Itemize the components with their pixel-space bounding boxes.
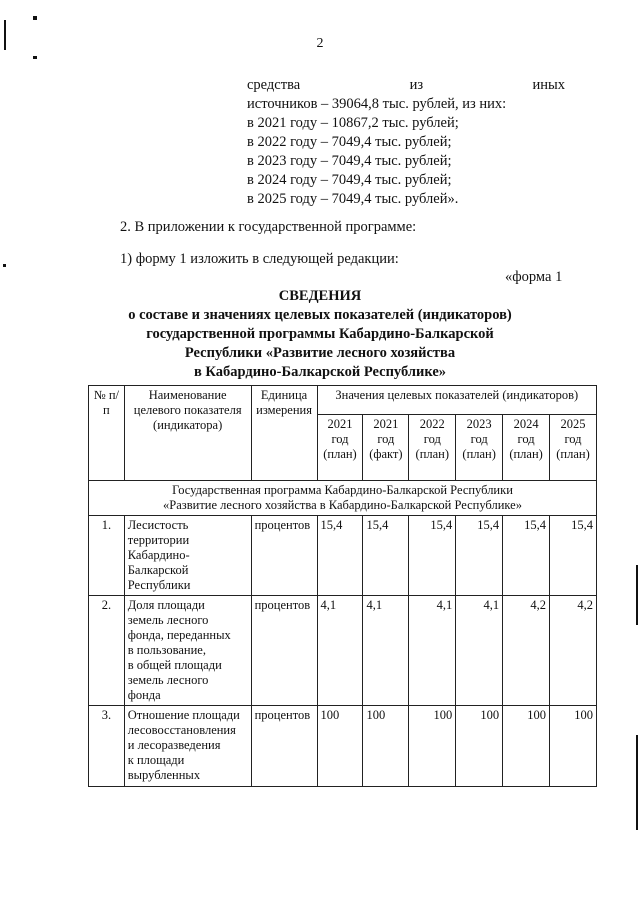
year-kind: (план) bbox=[556, 447, 590, 461]
header-num: № п/п bbox=[89, 386, 125, 481]
table-row bbox=[89, 706, 597, 787]
year-sub: год bbox=[517, 432, 535, 446]
table-row bbox=[89, 596, 597, 706]
row-value: 4,2 bbox=[550, 596, 597, 706]
row-num: 1. bbox=[89, 516, 125, 596]
year-kind: (план) bbox=[509, 447, 543, 461]
year-kind: (план) bbox=[462, 447, 496, 461]
funding-line: в 2022 году – 7049,4 тыс. рублей; bbox=[247, 134, 452, 150]
row-value: 15,4 bbox=[456, 516, 503, 596]
row-name bbox=[124, 516, 251, 596]
row-value: 100 bbox=[503, 706, 550, 787]
funding-line: источников – 39064,8 тыс. рублей, из них: bbox=[247, 96, 507, 112]
row-value: 100 bbox=[409, 706, 456, 787]
row-name-line: и лесоразведения bbox=[127, 738, 221, 752]
funding-word-3: иных bbox=[532, 77, 565, 93]
funding-line: в 2021 году – 10867,2 тыс. рублей; bbox=[247, 115, 459, 131]
row-name-line: земель лесного bbox=[127, 673, 209, 687]
row-num: 2. bbox=[89, 596, 125, 706]
section-line: Государственная программа Кабардино-Балкарской Республики bbox=[172, 483, 513, 497]
year-col bbox=[550, 415, 597, 481]
row-value: 15,4 bbox=[317, 516, 363, 596]
year-kind: (план) bbox=[323, 447, 357, 461]
row-unit: процентов bbox=[251, 706, 317, 787]
row-name-line: к площади bbox=[127, 753, 185, 767]
title-line: Республики «Развитие лесного хозяйства bbox=[184, 345, 456, 361]
header-values-group: Значения целевых показателей (индикаторов) bbox=[317, 386, 596, 415]
row-value: 15,4 bbox=[550, 516, 597, 596]
year: 2021 bbox=[373, 417, 399, 431]
point-2: 2. В приложении к государственной программе: bbox=[120, 219, 417, 235]
year-sub: год bbox=[331, 432, 349, 446]
funding-line: в 2023 году – 7049,4 тыс. рублей; bbox=[247, 153, 452, 169]
row-name-line: Лесистость bbox=[127, 518, 189, 532]
row-name-line: Балкарской bbox=[127, 563, 189, 577]
title-line: СВЕДЕНИЯ bbox=[278, 288, 362, 304]
year-sub: год bbox=[377, 432, 395, 446]
section-row bbox=[89, 481, 597, 516]
row-name-line: вырубленных bbox=[127, 768, 201, 782]
scan-mark-dot-mid bbox=[33, 56, 37, 59]
row-value: 100 bbox=[456, 706, 503, 787]
row-value: 4,1 bbox=[456, 596, 503, 706]
row-name-line: земель лесного bbox=[127, 613, 209, 627]
year-sub: год bbox=[423, 432, 441, 446]
title-line: в Кабардино-Балкарской Республике» bbox=[193, 364, 447, 380]
year-sub: год bbox=[470, 432, 488, 446]
scan-mark-right-bar bbox=[636, 565, 638, 625]
row-name-line: территории bbox=[127, 533, 190, 547]
row-unit: процентов bbox=[251, 596, 317, 706]
row-value: 4,1 bbox=[317, 596, 363, 706]
indicators-table bbox=[88, 385, 597, 787]
row-name-line: Доля площади bbox=[127, 598, 205, 612]
row-name bbox=[124, 706, 251, 787]
row-name-line: фонда, переданных bbox=[127, 628, 231, 642]
year-kind: (факт) bbox=[369, 447, 403, 461]
row-value: 4,1 bbox=[363, 596, 409, 706]
row-name-line: Кабардино- bbox=[127, 548, 190, 562]
header-name: Наименование целевого показателя (индикатора) bbox=[124, 386, 251, 481]
row-value: 100 bbox=[363, 706, 409, 787]
year: 2022 bbox=[419, 417, 445, 431]
section-line: «Развитие лесного хозяйства в Кабардино-Балкарской Республике» bbox=[163, 498, 522, 512]
funding-first-line bbox=[247, 76, 565, 95]
row-value: 100 bbox=[550, 706, 597, 787]
row-value: 100 bbox=[317, 706, 363, 787]
year: 2023 bbox=[466, 417, 492, 431]
funding-line: в 2025 году – 7049,4 тыс. рублей». bbox=[247, 191, 459, 207]
year-col bbox=[317, 415, 363, 481]
year-col bbox=[456, 415, 503, 481]
row-name-line: Республики bbox=[127, 578, 191, 592]
row-value: 4,2 bbox=[503, 596, 550, 706]
header-unit: Единица измерения bbox=[251, 386, 317, 481]
row-value: 4,1 bbox=[409, 596, 456, 706]
funding-word-2: из bbox=[409, 77, 424, 93]
year-col bbox=[363, 415, 409, 481]
funding-line: в 2024 году – 7049,4 тыс. рублей; bbox=[247, 172, 452, 188]
row-name-line: Отношение площади bbox=[127, 708, 240, 722]
section-title bbox=[89, 481, 597, 516]
title-line: государственной программы Кабардино-Балкарской bbox=[146, 326, 494, 342]
year-kind: (план) bbox=[415, 447, 450, 461]
row-num: 3. bbox=[89, 706, 125, 787]
scan-mark-right-bar-2 bbox=[636, 735, 638, 830]
year-col bbox=[409, 415, 456, 481]
row-value: 15,4 bbox=[503, 516, 550, 596]
row-name-line: в пользование, bbox=[127, 643, 206, 657]
year: 2021 bbox=[327, 417, 353, 431]
year-sub: год bbox=[564, 432, 582, 446]
row-name-line: в общей площади bbox=[127, 658, 222, 672]
funding-word-1: средства bbox=[247, 77, 301, 93]
row-name-line: лесовосстановления bbox=[127, 723, 236, 737]
scan-mark-dot-left bbox=[3, 264, 6, 267]
row-unit: процентов bbox=[251, 516, 317, 596]
table-row bbox=[89, 516, 597, 596]
title-line: о составе и значениях целевых показателей (индикаторов) bbox=[128, 307, 512, 323]
row-name-line: фонда bbox=[127, 688, 161, 702]
year-col bbox=[503, 415, 550, 481]
header-row bbox=[89, 386, 597, 415]
row-value: 15,4 bbox=[363, 516, 409, 596]
point-2-1: 1) форму 1 изложить в следующей редакции: bbox=[120, 251, 399, 267]
row-name bbox=[124, 596, 251, 706]
scan-mark-dot-top bbox=[33, 16, 37, 20]
year: 2024 bbox=[513, 417, 539, 431]
form-label: «форма 1 bbox=[505, 269, 563, 285]
row-value: 15,4 bbox=[409, 516, 456, 596]
page-number: 2 bbox=[316, 36, 324, 51]
year: 2025 bbox=[560, 417, 586, 431]
